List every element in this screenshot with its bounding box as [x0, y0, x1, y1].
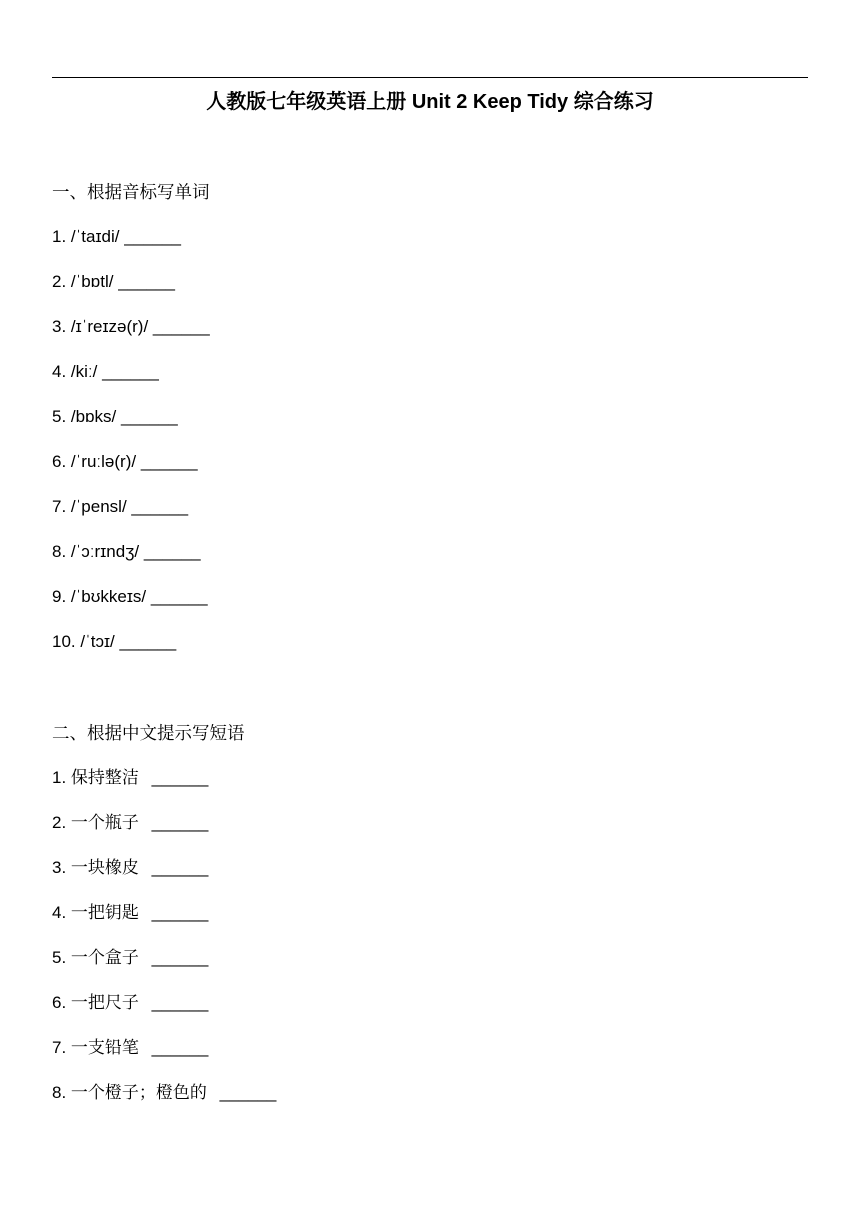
exercise-item [52, 630, 808, 675]
exercise-item [52, 360, 808, 405]
answer-blank: ______ [151, 903, 209, 922]
exercise-item [52, 856, 808, 901]
item-number: 7. [52, 497, 67, 516]
exercise-item [52, 1081, 808, 1126]
item-number: 4. [52, 362, 67, 381]
item-number: 8. [52, 1083, 67, 1102]
item-number: 4. [52, 903, 67, 922]
item-number: 8. [52, 542, 67, 561]
item-prompt: 一个橙子；橙色的 [70, 1083, 207, 1102]
item-number: 3. [52, 858, 67, 877]
exercise-item [52, 811, 808, 856]
answer-blank: ______ [140, 452, 198, 471]
item-prompt: /ˈruːlə(r)/ [70, 452, 137, 471]
item-number: 5. [52, 948, 67, 967]
exercise-item [52, 901, 808, 946]
item-number: 1. [52, 227, 67, 246]
section-heading: 一、根据音标写单词 [52, 182, 210, 202]
item-number: 10. [52, 632, 76, 651]
item-prompt: /kiː/ [70, 362, 98, 381]
exercise-item [52, 1036, 808, 1081]
item-prompt: 一个瓶子 [70, 813, 139, 832]
exercise-item [52, 766, 808, 811]
section-phonetics [52, 180, 808, 675]
answer-blank: ______ [150, 587, 208, 606]
item-number: 1. [52, 768, 67, 787]
item-prompt: 一把尺子 [70, 993, 139, 1012]
answer-blank: ______ [219, 1083, 277, 1102]
exercise-item [52, 270, 808, 315]
item-number: 2. [52, 813, 67, 832]
item-prompt: /ˈpensl/ [70, 497, 127, 516]
item-prompt: /ˈbʊkkeɪs/ [70, 587, 147, 606]
answer-blank: ______ [151, 858, 209, 877]
section-heading: 二、根据中文提示写短语 [52, 723, 245, 743]
answer-blank: ______ [151, 768, 209, 787]
exercise-item [52, 540, 808, 585]
answer-blank: ______ [151, 948, 209, 967]
answer-blank: ______ [118, 272, 175, 291]
item-number: 7. [52, 1038, 67, 1057]
answer-blank: ______ [119, 632, 177, 651]
answer-blank: ______ [121, 407, 178, 426]
exercise-item [52, 991, 808, 1036]
item-prompt: /ˈɔːrɪndʒ/ [70, 542, 140, 561]
item-prompt: /ˈtaɪdi/ [70, 227, 120, 246]
answer-blank: ______ [151, 993, 209, 1012]
item-number: 3. [52, 317, 67, 336]
item-number: 6. [52, 452, 67, 471]
exercise-item [52, 450, 808, 495]
exercise-item [52, 315, 808, 360]
answer-blank: ______ [151, 813, 209, 832]
exercise-item [52, 495, 808, 540]
item-number: 9. [52, 587, 67, 606]
item-prompt: 保持整洁 [70, 768, 139, 787]
answer-blank: ______ [131, 497, 189, 516]
exercise-item [52, 585, 808, 630]
answer-blank: ______ [151, 1038, 209, 1057]
header-rule [52, 77, 808, 78]
item-prompt: /bɒks/ [70, 407, 117, 426]
item-number: 6. [52, 993, 67, 1012]
answer-blank: ______ [124, 227, 181, 246]
item-prompt: 一支铅笔 [70, 1038, 139, 1057]
page-title: 人教版七年级英语上册 Unit 2 Keep Tidy 综合练习 [206, 91, 654, 113]
answer-blank: ______ [152, 317, 210, 336]
item-number: 2. [52, 272, 67, 291]
section-phrases [52, 721, 808, 1126]
answer-blank: ______ [102, 362, 159, 381]
item-prompt: 一把钥匙 [70, 903, 139, 922]
exercise-item [52, 225, 808, 270]
item-prompt: 一块橡皮 [70, 858, 139, 877]
exercise-item [52, 405, 808, 450]
item-prompt: /ɪˈreɪzə(r)/ [70, 317, 149, 336]
item-number: 5. [52, 407, 67, 426]
item-prompt: /ˈbɒtl/ [70, 272, 114, 291]
exercise-item [52, 946, 808, 991]
item-prompt: /ˈtɔɪ/ [80, 632, 115, 651]
item-prompt: 一个盒子 [70, 948, 139, 967]
answer-blank: ______ [143, 542, 201, 561]
